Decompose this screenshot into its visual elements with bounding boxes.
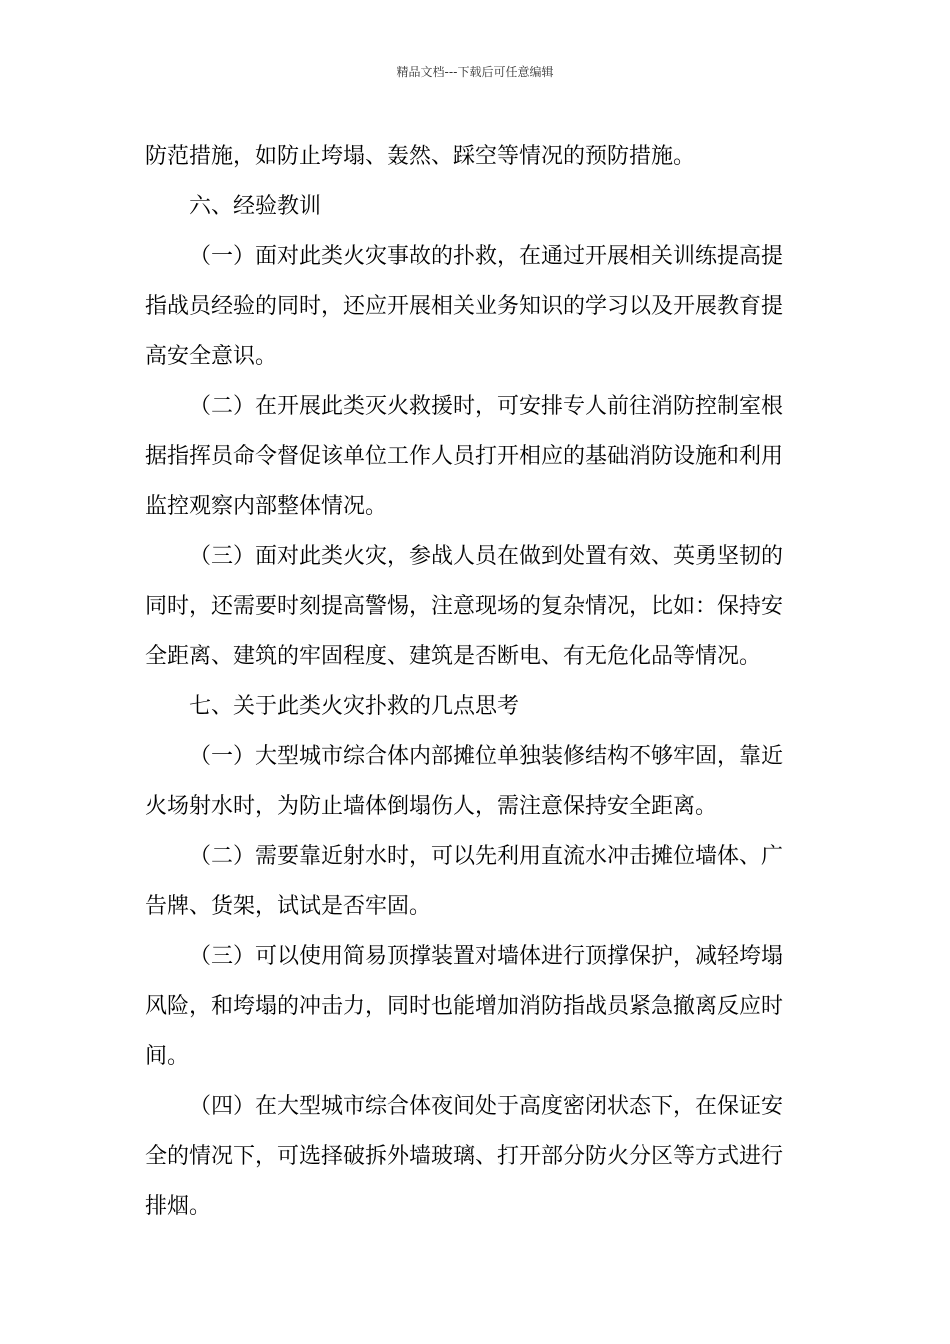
text-line: 六、经验教训 (189, 194, 322, 219)
paragraph-reflection-4 (145, 1082, 810, 1232)
text-line: 间。 (145, 1044, 190, 1069)
text-line: （二）需要靠近射水时，可以先利用直流水冲击摊位墙体、广 (189, 844, 784, 869)
text-line: 监控观察内部整体情况。 (145, 494, 388, 519)
section-heading-reflections (145, 682, 810, 732)
text-line: 指战员经验的同时，还应开展相关业务知识的学习以及开展教育提 (145, 294, 784, 319)
text-line: （三）面对此类火灾，参战人员在做到处置有效、英勇坚韧的 (189, 544, 784, 569)
text-line: 风险，和垮塌的冲击力，同时也能增加消防指战员紧急撤离反应时 (145, 994, 784, 1019)
text-line: 七、关于此类火灾扑救的几点思考 (189, 694, 520, 719)
paragraph-reflection-3 (145, 932, 810, 1082)
paragraph-reflection-1 (145, 732, 810, 832)
text-line: （一）面对此类火灾事故的扑救，在通过开展相关训练提高提 (189, 244, 784, 269)
text-line: 据指挥员命令督促该单位工作人员打开相应的基础消防设施和利用 (145, 444, 784, 469)
section-heading-lessons (145, 182, 810, 232)
text-line: 防范措施，如防止垮塌、轰然、踩空等情况的预防措施。 (145, 144, 696, 169)
paragraph-reflection-2 (145, 832, 810, 932)
text-line: 全距离、建筑的牢固程度、建筑是否断电、有无危化品等情况。 (145, 644, 762, 669)
text-line: （四）在大型城市综合体夜间处于高度密闭状态下，在保证安 (189, 1094, 784, 1119)
text-line: （三）可以使用简易顶撑装置对墙体进行顶撑保护，减轻垮塌 (189, 944, 784, 969)
text-line: 告牌、货架，试试是否牢固。 (145, 894, 432, 919)
text-line: 排烟。 (145, 1194, 212, 1219)
paragraph-lesson-1 (145, 232, 810, 382)
document-body (145, 132, 810, 1232)
page-header: 精品文档---下载后可任意编辑 (396, 65, 554, 79)
text-line: 高安全意识。 (145, 344, 278, 369)
text-line: （一）大型城市综合体内部摊位单独装修结构不够牢固，靠近 (189, 744, 784, 769)
text-line: 火场射水时，为防止墙体倒塌伤人，需注意保持安全距离。 (145, 794, 718, 819)
text-line: 全的情况下，可选择破拆外墙玻璃、打开部分防火分区等方式进行 (145, 1144, 784, 1169)
paragraph-lesson-2 (145, 382, 810, 532)
text-line: 同时，还需要时刻提高警惕，注意现场的复杂情况，比如：保持安 (145, 594, 784, 619)
paragraph-lesson-3 (145, 532, 810, 682)
paragraph-prevention-measures (145, 132, 810, 182)
text-line: （二）在开展此类灭火救援时，可安排专人前往消防控制室根 (189, 394, 784, 419)
